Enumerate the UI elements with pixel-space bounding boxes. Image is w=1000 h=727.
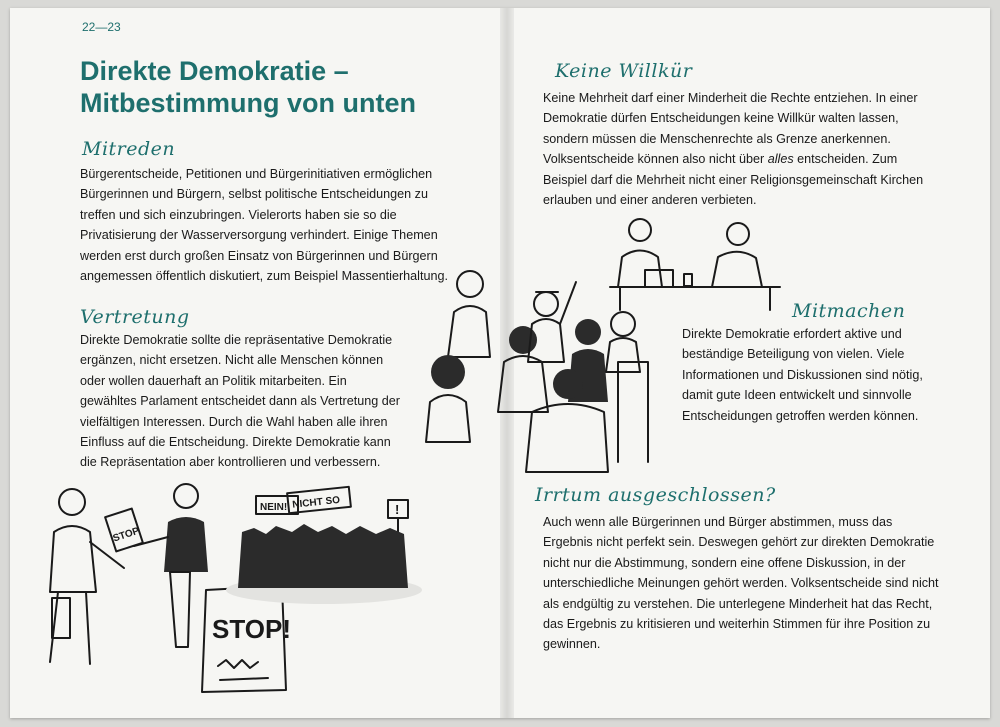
text-keine-willkuer bbox=[543, 88, 935, 210]
chair bbox=[618, 362, 648, 462]
page-number: 22—23 bbox=[82, 20, 121, 34]
text-mitreden: Bürgerentscheide, Petitionen und Bürgerinitiativen ermöglichen Bürgerinnen und Bürgern, selbst politische Entscheidungen zu treffen und sich einzubringen. Vielerorts haben sie so die Privatisierung der Wasserversorgung verhindert. Einige Themen werden erst durch großen Einsatz von Bürgerinnen und Bürgern angemessen öffentlich diskutiert, zum Beispiel Massentierhaltung. bbox=[80, 167, 448, 284]
text-vertretung: Direkte Demokratie sollte die repräsentative Demokratie ergänzen, nicht ersetzen. Nicht alle Menschen können oder wollen dauerhaft an Politik mitarbeiten. Ein gewähltes Parlament entscheidet dann als Vertretung der vielfältigen Interessen. Durch die Wahl haben alle ihren Einfluss auf die Entscheidung. Direkte Demokratie kann die Repräsentation aber kontrollieren und verbessern. bbox=[80, 333, 400, 470]
person-thinking-body bbox=[712, 252, 762, 287]
person-thinking-head bbox=[727, 223, 749, 245]
stop-sign-text: STOP! bbox=[212, 614, 291, 644]
audience-member-olive bbox=[606, 338, 640, 372]
person-black-arm bbox=[134, 537, 168, 546]
audience-member-left bbox=[426, 395, 470, 442]
audience-headscarf bbox=[509, 326, 537, 354]
person-gray-arm bbox=[90, 542, 124, 568]
page-title: Direkte Demokratie – Mitbestimmung von unten bbox=[80, 56, 416, 118]
heading-irrtum: Irrtum ausgeschlossen? bbox=[535, 484, 776, 506]
person-black-body bbox=[164, 517, 208, 572]
heading-vertretung: Vertretung bbox=[80, 306, 190, 328]
cup-icon bbox=[684, 274, 692, 286]
person-glasses-head bbox=[629, 219, 651, 241]
banner-nein-text: NEIN! bbox=[260, 502, 288, 513]
heading-mitreden: Mitreden bbox=[82, 138, 176, 160]
person-black-head bbox=[174, 484, 198, 508]
heading-keine-willkuer: Keine Willkür bbox=[555, 60, 693, 82]
crowd-silhouette bbox=[238, 524, 408, 588]
audience-cap-head bbox=[534, 292, 558, 316]
audience-member-blue bbox=[498, 356, 548, 412]
stop-sign-scribble bbox=[218, 660, 258, 668]
audience-member-front bbox=[526, 404, 608, 472]
audience-bald-head bbox=[611, 312, 635, 336]
person-gray-body bbox=[50, 526, 96, 592]
person-gray-head bbox=[59, 489, 85, 515]
text-irrtum: Auch wenn alle Bürgerinnen und Bürger abstimmen, muss das Ergebnis nicht perfekt sein. Deswegen gehört zur direkten Demokratie nicht nur die Abstimmung, sondern eine offene Diskussion, in der unterschiedliche Meinungen gehört werden. Volksentscheide sind nicht als endgültig zu verstehen. Die unterlegene Minderheit hat das Recht, das Ergebnis zu kritisieren und weiterhin Stimmen für ihre Position zu gewinnen. bbox=[543, 515, 939, 652]
heading-mitmachen: Mitmachen bbox=[792, 300, 906, 322]
raised-arm bbox=[560, 282, 576, 324]
stop-sign-line bbox=[220, 678, 268, 680]
audience-curly-head bbox=[431, 355, 465, 389]
flyer-text: STOP bbox=[111, 525, 141, 545]
speaker-body bbox=[448, 306, 490, 357]
placard-text: ! bbox=[395, 502, 400, 517]
audience-front-head bbox=[553, 369, 583, 399]
person-olive-trousers bbox=[170, 572, 190, 647]
audience-dreads-head bbox=[575, 319, 601, 345]
audience-illustration bbox=[418, 262, 658, 477]
text-keine-willkuer-1: Keine Mehrheit darf einer Minderheit die Rechte entziehen. In einer Demokratie dürfen Entscheidungen keine Willkür walten lassen, sondern müssen die Menschenrechte als Grenze anerkennen. Volksentscheide können also nicht über bbox=[543, 91, 918, 167]
protest-crowd-illustration bbox=[220, 488, 420, 606]
banner-nicht-so-text: NICHT SO bbox=[291, 494, 341, 511]
text-mitmachen: Direkte Demokratie erfordert aktive und beständige Beteiligung von vielen. Viele Informationen und Diskussionen sind nötig, damit gute Ideen entwickelt und sinnvolle Entscheidungen getroffen werden können. bbox=[682, 327, 923, 423]
text-keine-willkuer-emphasis: alles bbox=[767, 152, 794, 167]
text-keine-willkuer-2: entscheiden. Zum Beispiel darf die Mehrheit nicht einer Religionsgemeinschaft Kirchen erlauben und einer anderen verbieten. bbox=[543, 152, 924, 208]
speaker-head bbox=[457, 271, 483, 297]
